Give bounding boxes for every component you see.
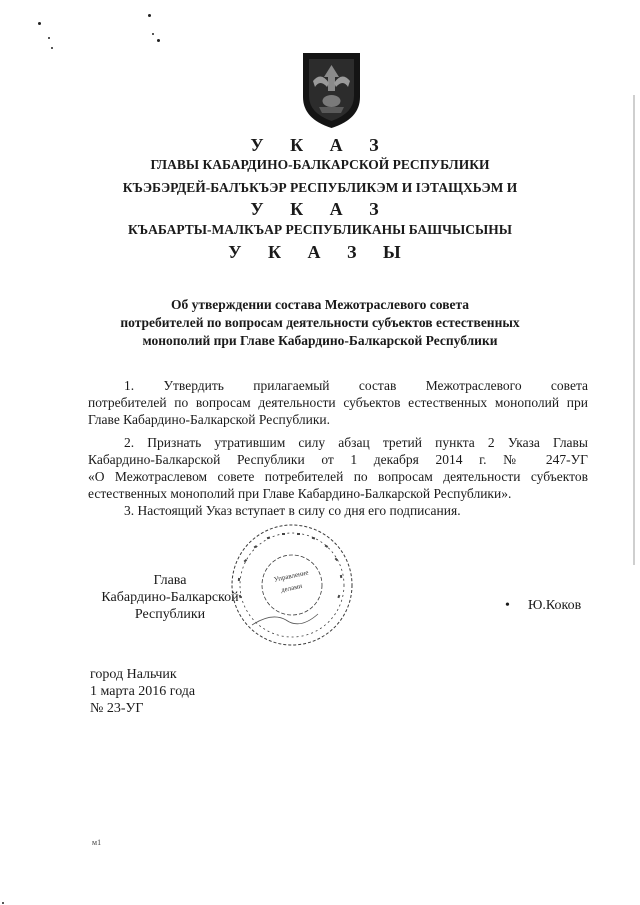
scan-speck (2, 902, 4, 904)
paragraph-2-first-line: 2. Признать утратившим силу абзац третий пункта 2 Указа Главы (124, 435, 588, 450)
scan-speck (148, 14, 151, 17)
scan-speck (51, 47, 53, 49)
scan-speck (38, 22, 41, 25)
scan-tiny-mark: м1 (92, 838, 102, 847)
title-line: потребителей по вопросам деятельности субъектов естественных (120, 315, 520, 330)
decree-heading-kabardian: У К А З (250, 199, 390, 219)
signature-title-line: Кабардино-Балкарской (101, 590, 239, 605)
paragraph-1 (88, 377, 588, 428)
paragraph-1-first-line: 1. Утвердить прилагаемый состав Межотраслевого совета (124, 378, 588, 393)
paragraph-1-text: потребителей по вопросам деятельности субъектов естественных монополий при Главе Кабардино-Балкарской Республики. (88, 395, 588, 427)
signature-title (90, 572, 250, 623)
title-line: Об утверждении состава Межотраслевого совета (170, 297, 470, 312)
paragraph-3 (88, 502, 588, 519)
signature-mark: • (505, 598, 510, 613)
signature-title-line: Глава (153, 573, 187, 588)
scan-speck (48, 37, 50, 39)
coat-of-arms-emblem (299, 47, 364, 130)
svg-text:Управление: Управление (273, 568, 310, 584)
decree-footer (90, 666, 195, 717)
decree-heading-ru: У К А З (250, 135, 390, 155)
paragraph-2-text: «О Межотраслевом совете потребителей по вопросам деятельности субъектов естественных монополий при Главе Кабардино-Балкарской Республики». (88, 469, 588, 501)
signature-title-line: Республики (134, 607, 206, 622)
scan-speck (152, 33, 154, 35)
heading-line-russian: ГЛАВЫ КАБАРДИНО-БАЛКАРСКОЙ РЕСПУБЛИКИ (150, 157, 490, 172)
heading-line-balkar: КЪАБАРТЫ-МАЛКЪАР РЕСПУБЛИКАНЫ БАШЧЫСЫНЫ (127, 222, 513, 237)
svg-text:делами: делами (280, 581, 303, 595)
title-line: монополий при Главе Кабардино-Балкарской Республики (142, 333, 498, 348)
signatory-name: Ю.Коков (528, 598, 582, 613)
footer-number: № 23-УГ (90, 701, 144, 716)
decree-heading-balkar: У К А З Ы (228, 242, 412, 262)
paragraph-2 (88, 434, 588, 502)
paragraph-2-second-line: Кабардино-Балкарской Республики от 1 декабря 2014 г. № 247-УГ (88, 452, 588, 467)
scan-speck (157, 39, 160, 42)
heading-line-kabardian: КЪЭБЭРДЕЙ-БАЛЪКЪЭР РЕСПУБЛИКЭМ И ІЭТАЩХЬЭМ И (122, 180, 518, 195)
decree-title (0, 296, 640, 350)
paragraph-3-text: 3. Настоящий Указ вступает в силу со дня его подписания. (124, 503, 461, 518)
footer-city: город Нальчик (90, 667, 177, 682)
footer-date: 1 марта 2016 года (90, 684, 196, 699)
